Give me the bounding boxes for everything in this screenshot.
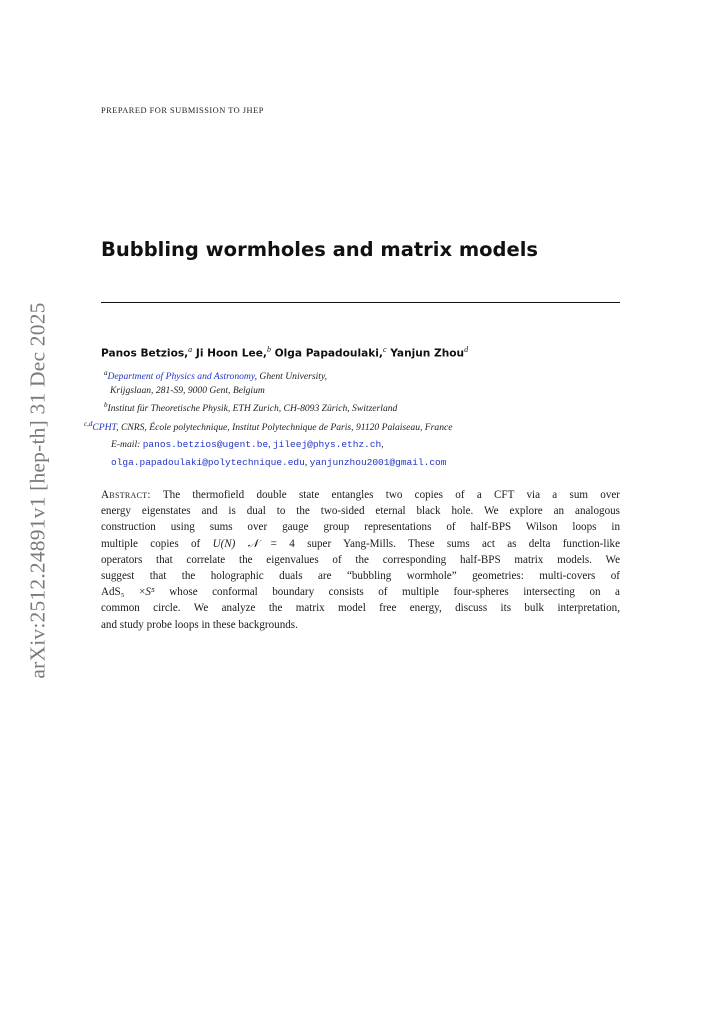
prepared-for-submission — [101, 104, 264, 116]
math-text: AdS₅ × — [101, 586, 146, 599]
math-text: U(N) 𝒩 — [212, 537, 259, 550]
email-link[interactable]: yanjunzhou2001@gmail.com — [309, 457, 447, 468]
abstract-text: super Yang-Mills. These sums act as delta function-like — [294, 537, 620, 550]
affiliation-text: Institut für Theoretische Physik, ETH Zurich, CH-8093 Zürich, Switzerland — [107, 403, 398, 415]
email-line-2: olga.papadoulaki@polytechnique.edu, yanjunzhou2001@gmail.com — [111, 457, 447, 468]
author-sup: b — [266, 345, 271, 354]
abstract — [101, 487, 620, 633]
author-name: Yanjun Zhou — [390, 347, 465, 360]
affiliation-a-line2: Krijgslaan, 281-S9, 9000 Gent, Belgium — [110, 385, 265, 396]
arxiv-stamp — [2, 300, 74, 680]
math-text: S⁵ — [145, 586, 155, 599]
abstract-line: construction using sums over gauge group representations of half-BPS Wilson loops in — [101, 521, 620, 534]
abstract-line: and study probe loops in these backgrounds. — [101, 618, 298, 631]
abstract-line — [101, 536, 620, 552]
affiliation-link[interactable]: CPHT — [92, 422, 117, 434]
email-label: E-mail: — [111, 439, 141, 450]
author-name: Panos Betzios, — [101, 347, 189, 360]
affiliation-a — [104, 369, 629, 382]
affiliation-text: , CNRS, École polytechnique, Institut Polytechnique de Paris, 91120 Palaiseau, France — [116, 422, 453, 434]
title-divider — [101, 302, 620, 303]
prepared-text: PREPARED FOR SUBMISSION TO JHEP — [101, 106, 264, 115]
affiliation-sup: b — [104, 401, 108, 409]
author-name: Ji Hoon Lee, — [195, 347, 267, 360]
affiliation-sup: a — [104, 369, 108, 377]
abstract-line: suggest that the holographic duals are “bubbling wormhole” geometries: multi-covers of — [101, 570, 620, 583]
author-sup: c — [382, 345, 387, 354]
email-line-1: E-mail: panos.betzios@ugent.be, jileej@phys.ethz.ch, — [111, 439, 384, 450]
abstract-line: operators that correlate the eigenvalues of the corresponding half-BPS matrix models. We — [101, 553, 620, 566]
affiliation-text: , Ghent University, — [254, 371, 328, 383]
email-link[interactable]: olga.papadoulaki@polytechnique.edu — [111, 457, 305, 468]
email-link[interactable]: panos.betzios@ugent.be — [142, 439, 269, 450]
abstract-line — [101, 487, 620, 503]
email-link[interactable]: jileej@phys.ethz.ch — [272, 439, 382, 450]
author-list — [101, 345, 621, 360]
affiliation-b — [104, 401, 629, 414]
author-sup: d — [464, 345, 469, 354]
abstract-line: energy eigenstates and is dual to the two-sided eternal black hole. We explore an analogous — [101, 505, 620, 518]
abstract-text: multiple copies of — [101, 537, 213, 550]
author-sup: a — [188, 345, 193, 354]
abstract-heading: Abstract: — [101, 489, 151, 501]
paper-title: Bubbling wormholes and matrix models — [101, 238, 539, 261]
abstract-line: common circle. We analyze the matrix model free energy, discuss its bulk interpretation, — [101, 602, 620, 615]
affiliation-cd — [84, 420, 609, 433]
math-text: = 4 — [258, 537, 295, 550]
affiliation-sup: c,d — [84, 420, 93, 428]
abstract-text: whose conformal boundary consists of multiple four-spheres intersecting on a — [154, 586, 620, 599]
affiliation-link[interactable]: Department of Physics and Astronomy — [107, 371, 255, 383]
abstract-line — [101, 584, 620, 600]
arxiv-stamp-text: arXiv:2512.24891v1 [hep-th] 31 Dec 2025 — [25, 301, 50, 679]
author-name: Olga Papadoulaki, — [274, 347, 383, 360]
abstract-text: The thermofield double state entangles two copies of a CFT via a sum over — [150, 489, 620, 501]
